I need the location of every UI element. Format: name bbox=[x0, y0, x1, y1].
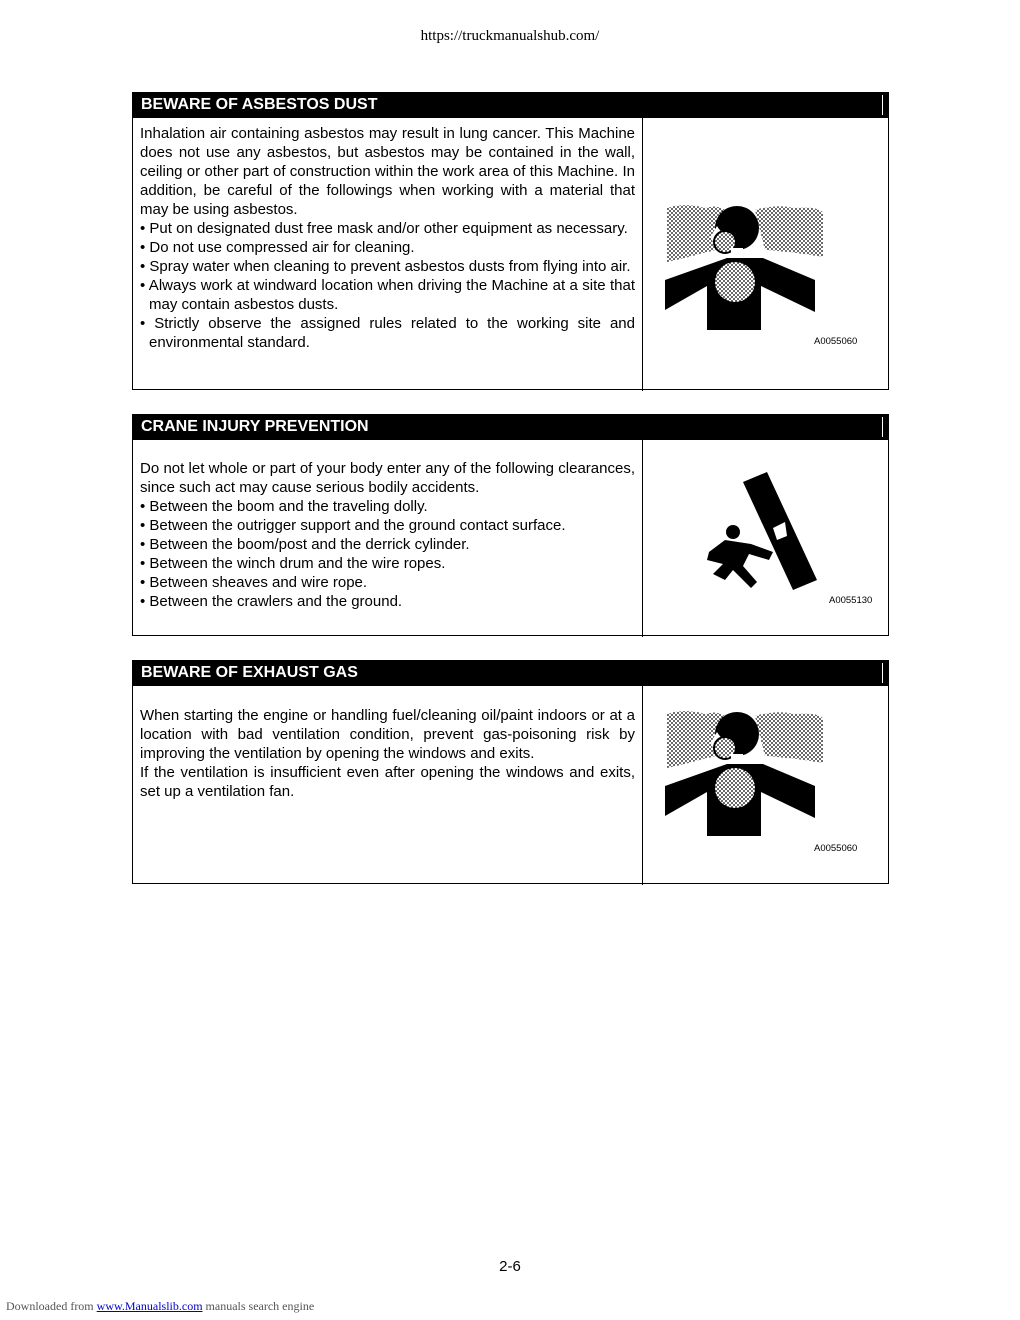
section-text bbox=[133, 686, 643, 885]
exhaust-gas-section bbox=[132, 660, 889, 884]
bullet-item: • Between sheaves and wire rope. bbox=[140, 574, 368, 591]
section-text bbox=[133, 440, 643, 637]
bullet-item: • Spray water when cleaning to prevent asbestos dusts from flying into air. bbox=[140, 258, 631, 275]
figure-code: A0055130 bbox=[829, 595, 873, 606]
section-text bbox=[133, 118, 643, 391]
bullet-item: • Strictly observe the assigned rules related to the working site and environmental standard. bbox=[140, 315, 635, 351]
bullet-item: • Between the boom/post and the derrick cylinder. bbox=[140, 536, 470, 553]
crush-hazard-icon bbox=[703, 470, 823, 600]
crane-injury-section bbox=[132, 414, 889, 636]
footer-link[interactable]: www.Manualslib.com bbox=[96, 1299, 203, 1313]
intro-paragraph: If the ventilation is insufficient even after opening the windows and exits, set up a ventilation fan. bbox=[140, 764, 635, 800]
bullet-item: • Between the boom and the traveling dolly. bbox=[140, 498, 428, 515]
bullet-item: • Between the crawlers and the ground. bbox=[140, 593, 403, 610]
section-title: CRANE INJURY PREVENTION bbox=[133, 415, 888, 440]
figure-cell bbox=[643, 118, 888, 391]
bullet-item: • Do not use compressed air for cleaning. bbox=[140, 239, 415, 256]
intro-paragraph: When starting the engine or handling fuel/cleaning oil/paint indoors or at a location with bad ventilation condition, prevent gas-poisoning risk by improving the ventilation by opening the windows and exits. bbox=[140, 707, 635, 762]
intro-paragraph: Do not let whole or part of your body enter any of the following clearances, since such act may cause serious bodily accidents. bbox=[140, 460, 635, 496]
footer-prefix: Downloaded from bbox=[6, 1299, 97, 1313]
figure-code: A0055060 bbox=[814, 843, 858, 854]
section-title: BEWARE OF ASBESTOS DUST bbox=[133, 93, 888, 118]
asbestos-section bbox=[132, 92, 889, 390]
figure-code: A0055060 bbox=[814, 336, 858, 347]
bullet-item: • Between the outrigger support and the ground contact surface. bbox=[140, 517, 566, 534]
bullet-item: • Between the winch drum and the wire ropes. bbox=[140, 555, 446, 572]
figure-cell bbox=[643, 686, 888, 885]
intro-paragraph: Inhalation air containing asbestos may result in lung cancer. This Machine does not use any asbestos, but asbestos may be contained in the wall, ceiling or other part of construction within the work area of this Machine. In addition, be careful of the followings when working with a material that may be using asbestos. bbox=[140, 125, 635, 218]
header-url: https://truckmanualshub.com/ bbox=[420, 28, 600, 44]
figure-cell bbox=[643, 440, 888, 637]
bullet-item: • Always work at windward location when driving the Machine at a site that may contain asbestos dusts. bbox=[140, 277, 635, 313]
gas-inhalation-icon bbox=[665, 708, 825, 843]
section-title: BEWARE OF EXHAUST GAS bbox=[133, 661, 888, 686]
bullet-item: • Put on designated dust free mask and/or other equipment as necessary. bbox=[140, 220, 628, 237]
footer-suffix: manuals search engine bbox=[202, 1299, 315, 1313]
dust-inhalation-icon bbox=[665, 202, 825, 337]
page-number: 2-6 bbox=[499, 1258, 521, 1275]
footer bbox=[6, 1299, 314, 1314]
